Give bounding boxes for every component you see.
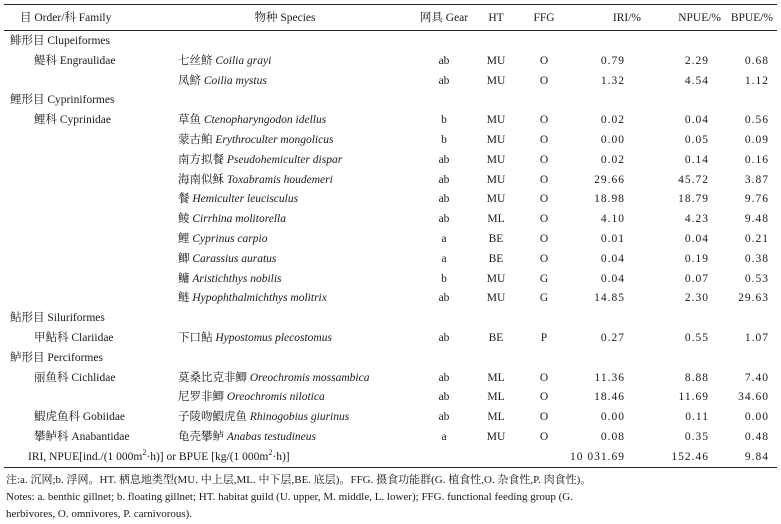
- order-label: 鲤形目 Cypriniformes: [10, 94, 115, 107]
- ffg-cell: O: [539, 153, 549, 166]
- bpue-cell: 9.48: [744, 213, 769, 226]
- npue-cell: 4.54: [684, 74, 709, 87]
- total-label-part: ·h)]: [272, 451, 290, 463]
- iri-cell: 1.32: [600, 74, 625, 87]
- species-latin-name: Hypophthalmichthys molitrix: [192, 292, 327, 305]
- header-ffg: FFG: [533, 12, 555, 24]
- iri-cell: 11.36: [594, 371, 625, 384]
- species-name: [178, 150, 342, 170]
- gear-cell: b: [441, 114, 447, 127]
- npue-cell: 0.55: [684, 332, 709, 344]
- order-row: [0, 308, 781, 328]
- species-latin-name: Toxabramis houdemeri: [226, 173, 333, 186]
- species-name: [178, 269, 282, 289]
- family-label: 鰕虎鱼科 Gobiidae: [34, 411, 126, 424]
- gear-cell: a: [441, 252, 447, 265]
- ffg-cell: O: [539, 213, 549, 226]
- table-row: [0, 209, 781, 229]
- table-row: [0, 110, 781, 130]
- table-total-row: [0, 447, 781, 467]
- npue-cell: 0.04: [684, 233, 709, 245]
- species-name: [178, 407, 349, 427]
- ht-cell: MU: [486, 272, 506, 285]
- species-name: [178, 51, 271, 71]
- ht-cell: MU: [486, 134, 506, 146]
- species-latin-name: Carassius auratus: [192, 252, 277, 265]
- species-latin-name: Erythroculter mongolicus: [215, 134, 334, 146]
- order-label: 鲈形目 Perciformes: [10, 351, 103, 364]
- ffg-cell: O: [539, 173, 549, 186]
- ht-cell: MU: [486, 193, 506, 206]
- order-row: [0, 90, 781, 110]
- species-chinese-name: 莫桑比克非鲫: [178, 371, 247, 384]
- species-name: [178, 368, 369, 388]
- species-name: [178, 71, 267, 91]
- ht-cell: MU: [486, 431, 506, 443]
- species-latin-name: Rhinogobius giurinus: [249, 411, 350, 424]
- bpue-cell: 1.12: [744, 74, 769, 87]
- table-row: [0, 51, 781, 71]
- bpue-cell: 0.21: [744, 233, 769, 245]
- table-row: [0, 328, 781, 348]
- species-chinese-name: 鲮: [178, 213, 190, 226]
- ht-cell: BE: [488, 233, 504, 245]
- iri-cell: 0.08: [600, 431, 625, 443]
- species-name: [178, 288, 327, 308]
- total-iri: 10 031.69: [570, 451, 625, 463]
- bpue-cell: 0.09: [744, 134, 769, 146]
- table-row: [0, 150, 781, 170]
- table-row: [0, 249, 781, 269]
- iri-cell: 18.46: [594, 391, 625, 404]
- ht-cell: ML: [487, 411, 505, 424]
- iri-cell: 0.00: [600, 411, 625, 424]
- iri-cell: 18.98: [594, 193, 625, 206]
- species-latin-name: Coilia grayi: [215, 54, 272, 67]
- species-chinese-name: 下口鲇: [178, 332, 213, 344]
- note-line: Notes: a. benthic gillnet; b. floating gillnet; HT. habitat guild (U. upper, M. middle, L. lower); FFG. functional feeding group (G.: [6, 491, 573, 503]
- ht-cell: MU: [486, 173, 506, 186]
- bpue-cell: 0.53: [744, 272, 769, 285]
- ht-cell: MU: [486, 54, 506, 67]
- species-latin-name: Pseudohemiculter dispar: [226, 153, 343, 166]
- gear-cell: ab: [438, 292, 450, 305]
- npue-cell: 18.79: [678, 193, 709, 206]
- species-latin-name: Oreochromis mossambica: [249, 371, 370, 384]
- species-name: [178, 209, 286, 229]
- table-notes: [6, 472, 776, 523]
- ffg-cell: G: [539, 292, 549, 305]
- iri-cell: 0.04: [600, 272, 625, 285]
- npue-cell: 0.14: [684, 153, 709, 166]
- total-label: [28, 447, 290, 467]
- species-chinese-name: 鳙: [178, 272, 190, 285]
- ffg-cell: O: [539, 411, 549, 424]
- order-row: [0, 31, 781, 51]
- species-chinese-name: 七丝鲚: [178, 54, 213, 67]
- species-chinese-name: 凤鲚: [178, 74, 201, 87]
- iri-cell: 0.79: [600, 54, 625, 67]
- table-header: [0, 5, 781, 31]
- table-row: [0, 368, 781, 388]
- species-latin-name: Ctenopharyngodon idellus: [203, 114, 327, 127]
- total-label-sup: 2: [142, 448, 147, 458]
- species-name: [178, 328, 332, 348]
- npue-cell: 0.11: [685, 411, 709, 424]
- species-chinese-name: 海南似稣: [178, 173, 224, 186]
- bpue-cell: 7.40: [744, 371, 769, 384]
- species-latin-name: Hypostomus plecostomus: [215, 332, 332, 344]
- ht-cell: ML: [487, 371, 505, 384]
- ffg-cell: O: [539, 193, 549, 206]
- bpue-cell: 3.87: [744, 173, 769, 186]
- order-label: 鲇形目 Siluriformes: [10, 312, 105, 325]
- ffg-cell: O: [539, 114, 549, 127]
- table-row: [0, 427, 781, 447]
- species-chinese-name: 鲤: [178, 233, 190, 245]
- bpue-cell: 0.16: [744, 153, 769, 166]
- ffg-cell: O: [539, 252, 549, 265]
- npue-cell: 0.07: [684, 272, 709, 285]
- header-order-family: 目 Order/科 Family: [20, 12, 112, 24]
- table-row: [0, 189, 781, 209]
- species-chinese-name: 餐: [178, 193, 190, 206]
- bpue-cell: 0.48: [744, 431, 769, 443]
- table-row: [0, 407, 781, 427]
- ffg-cell: O: [539, 134, 549, 146]
- gear-cell: ab: [438, 213, 450, 226]
- family-label: 丽鱼科 Cichlidae: [34, 371, 116, 384]
- gear-cell: b: [441, 272, 447, 285]
- header-bpue: BPUE/%: [730, 12, 773, 24]
- species-chinese-name: 蒙古鲌: [178, 134, 213, 146]
- bpue-cell: 9.76: [744, 193, 769, 206]
- family-label: 鳀科 Engraulidae: [34, 54, 116, 67]
- iri-cell: 0.04: [600, 252, 625, 265]
- iri-cell: 4.10: [600, 213, 625, 226]
- gear-cell: ab: [438, 332, 450, 344]
- total-label-part: ·h)] or BPUE [kg/(1 000m: [146, 451, 269, 463]
- gear-cell: ab: [438, 74, 450, 87]
- ffg-cell: O: [539, 233, 549, 245]
- species-name: [178, 249, 276, 269]
- npue-cell: 0.35: [684, 431, 709, 443]
- ffg-cell: O: [539, 391, 549, 404]
- npue-cell: 0.05: [684, 134, 709, 146]
- species-chinese-name: 鲢: [178, 292, 190, 305]
- header-species: 物种 Species: [254, 12, 316, 24]
- gear-cell: ab: [438, 153, 450, 166]
- bpue-cell: 34.60: [738, 391, 769, 404]
- bpue-cell: 29.63: [738, 292, 769, 305]
- bpue-cell: 0.38: [744, 252, 769, 265]
- header-iri: IRI/%: [612, 12, 641, 24]
- table-row: [0, 130, 781, 150]
- species-name: [178, 170, 333, 190]
- gear-cell: ab: [438, 411, 450, 424]
- gear-cell: ab: [438, 54, 450, 67]
- npue-cell: 11.69: [678, 391, 709, 404]
- family-label: 甲鲇科 Clariidae: [34, 332, 114, 344]
- species-name: [178, 130, 333, 150]
- ht-cell: BE: [488, 252, 504, 265]
- gear-cell: ab: [438, 371, 450, 384]
- total-label-part: IRI, NPUE[ind./(1 000m: [28, 451, 143, 463]
- iri-cell: 14.85: [594, 292, 625, 305]
- order-label: 鲱形目 Clupeiformes: [10, 35, 110, 47]
- table-row: [0, 387, 781, 407]
- iri-cell: 0.27: [600, 332, 625, 344]
- species-name: [178, 229, 267, 249]
- ht-cell: MU: [486, 292, 506, 305]
- npue-cell: 2.30: [684, 292, 709, 305]
- ht-cell: MU: [486, 114, 506, 127]
- total-label-sup: 2: [268, 448, 273, 458]
- header-gear: 网具 Gear: [419, 12, 469, 24]
- gear-cell: ab: [438, 391, 450, 404]
- order-row: [0, 348, 781, 368]
- iri-cell: 0.02: [600, 153, 625, 166]
- gear-cell: a: [441, 431, 447, 443]
- table-bottom-rule: [4, 467, 777, 468]
- ht-cell: MU: [486, 74, 506, 87]
- note-line: 注:a. 沉网;b. 浮网。HT. 栖息地类型(MU. 中上层,ML. 中下层,BE. 底层)。FFG. 摄食功能群(G. 植食性,O. 杂食性,P. 肉食性)。: [6, 474, 592, 486]
- total-npue: 152.46: [671, 451, 709, 463]
- ht-cell: MU: [486, 153, 506, 166]
- note-line: herbivores, O. omnivores, P. carnivorous).: [6, 508, 193, 520]
- species-chinese-name: 南方拟餐: [178, 153, 224, 166]
- bpue-cell: 1.07: [744, 332, 769, 344]
- ffg-cell: O: [539, 431, 549, 443]
- species-name: [178, 189, 298, 209]
- ffg-cell: P: [540, 332, 548, 344]
- species-name: [178, 110, 326, 130]
- header-npue: NPUE/%: [678, 12, 721, 24]
- gear-cell: a: [441, 233, 447, 245]
- family-label: 鲤科 Cyprinidae: [34, 114, 111, 127]
- ffg-cell: G: [539, 272, 549, 285]
- total-bpue: 9.84: [744, 451, 769, 463]
- table-row: [0, 269, 781, 289]
- table-row: [0, 170, 781, 190]
- bpue-cell: 0.56: [744, 114, 769, 127]
- header-ht: HT: [488, 12, 504, 24]
- ht-cell: BE: [488, 332, 504, 344]
- table-row: [0, 288, 781, 308]
- species-latin-name: Aristichthys nobilis: [192, 272, 282, 285]
- species-chinese-name: 草鱼: [178, 114, 201, 127]
- species-latin-name: Hemiculter leucisculus: [192, 193, 299, 206]
- iri-cell: 0.01: [600, 233, 625, 245]
- ffg-cell: O: [539, 371, 549, 384]
- species-latin-name: Coilia mystus: [203, 74, 267, 87]
- species-name: [178, 427, 316, 447]
- npue-cell: 0.04: [684, 114, 709, 127]
- species-latin-name: Cyprinus carpio: [192, 233, 268, 245]
- gear-cell: ab: [438, 193, 450, 206]
- bpue-cell: 0.00: [744, 411, 769, 424]
- species-latin-name: Anabas testudineus: [226, 431, 316, 443]
- species-chinese-name: 龟壳攀鲈: [178, 431, 224, 443]
- iri-cell: 0.02: [600, 114, 625, 127]
- ht-cell: ML: [487, 213, 505, 226]
- species-latin-name: Oreochromis nilotica: [226, 391, 325, 404]
- species-name: [178, 387, 325, 407]
- npue-cell: 45.72: [678, 173, 709, 186]
- gear-cell: b: [441, 134, 447, 146]
- npue-cell: 0.19: [684, 252, 709, 265]
- bpue-cell: 0.68: [744, 54, 769, 67]
- npue-cell: 4.23: [684, 213, 709, 226]
- ffg-cell: O: [539, 74, 549, 87]
- ffg-cell: O: [539, 54, 549, 67]
- npue-cell: 2.29: [684, 54, 709, 67]
- family-label: 攀鲈科 Anabantidae: [34, 431, 130, 443]
- species-latin-name: Cirrhina molitorella: [192, 213, 286, 226]
- species-chinese-name: 子陵吻鰕虎鱼: [178, 411, 247, 424]
- table-row: [0, 71, 781, 91]
- iri-cell: 29.66: [594, 173, 625, 186]
- iri-cell: 0.00: [600, 134, 625, 146]
- species-chinese-name: 尼罗非鲫: [178, 391, 224, 404]
- species-chinese-name: 鲫: [178, 252, 190, 265]
- npue-cell: 8.88: [684, 371, 709, 384]
- table-row: [0, 229, 781, 249]
- gear-cell: ab: [438, 173, 450, 186]
- ht-cell: ML: [487, 391, 505, 404]
